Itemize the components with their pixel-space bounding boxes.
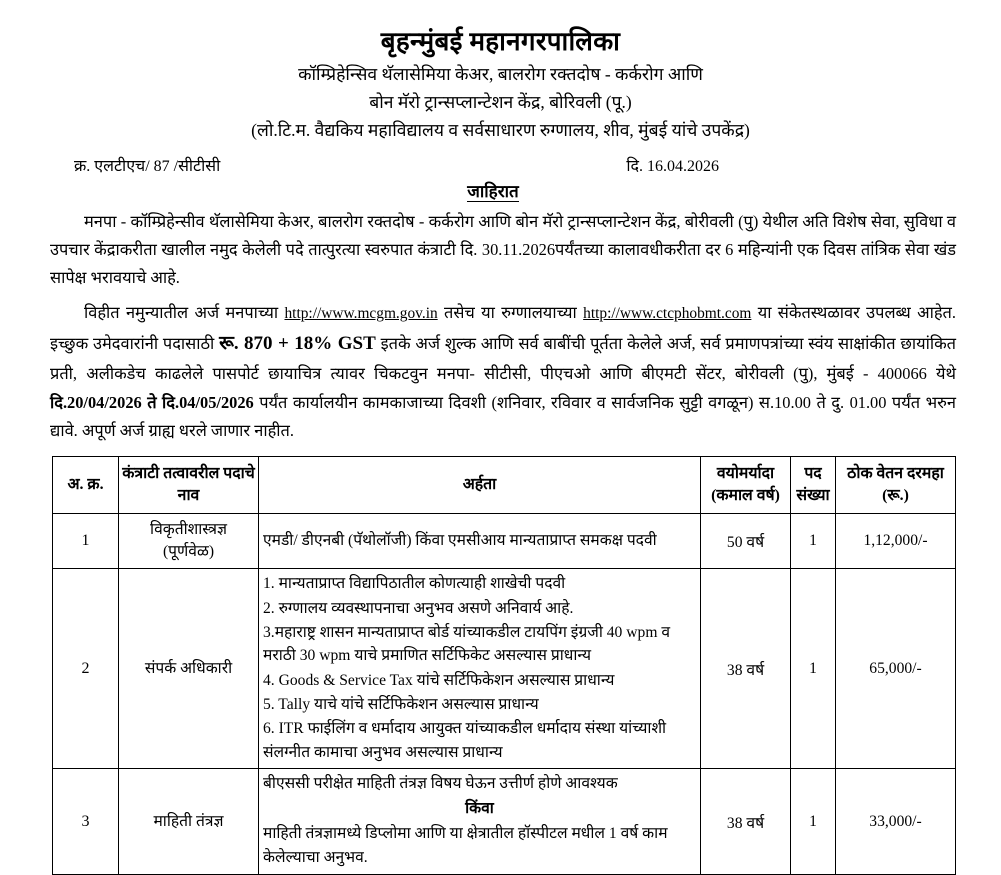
vacancy-table-wrapper [0, 456, 1001, 875]
cell-age-limit: 38 वर्ष [701, 569, 791, 769]
cell-pay: 65,000/- [836, 569, 956, 769]
cell-qualification: एमडी/ डीएनबी (पॅथोलॉजी) किंवा एमसीआय मान्यताप्राप्त समकक्ष पदवी [259, 514, 701, 569]
header-post-count: पद संख्या [791, 457, 836, 514]
qualification-item: 5. Tally याचे यांचे सर्टिफिकेशन असल्यास प्राधान्य [263, 696, 539, 714]
mcgm-website-link[interactable]: http://www.mcgm.gov.in [284, 305, 438, 323]
table-header-row [53, 457, 956, 514]
notice-heading-text: जाहिरात [467, 181, 519, 201]
cell-post-count: 1 [791, 769, 836, 875]
cell-serial: 2 [53, 569, 119, 769]
cell-post-count: 1 [791, 514, 836, 569]
center-subtitle-line-2: बोन मॅरो ट्रान्सप्लान्टेशन केंद्र, बोरिवली (पू.) [369, 92, 632, 113]
cell-age-limit: 38 वर्ष [701, 769, 791, 875]
para2-part-e: पर्यंत कार्यालयीन कामकाजाच्या दिवशी (शनिवार, रविवार व सार्वजनिक सुट्टी वगळून) स.10.00 ते दु. 01.00 पर्यंत भरुन द्यावे. अपूर्ण अर्ज ग्राह्य धरले जाणार नाहीत. [50, 392, 956, 440]
cell-pay: 33,000/- [836, 769, 956, 875]
qualification-line-1: बीएससी परीक्षेत माहिती तंत्रज्ञ विषय घेऊन उत्तीर्ण होणे आवश्यक [263, 775, 618, 793]
center-subtitle-line-1: कॉम्प्रिहेन्सिव थॅलासेमिया केअर, बालरोग रक्तदोष - कर्करोग आणि [298, 63, 703, 84]
cell-serial: 1 [53, 514, 119, 569]
header-age-limit: वयोमर्यादा (कमाल वर्ष) [701, 457, 791, 514]
cell-post-name: संपर्क अधिकारी [119, 569, 259, 769]
qualification-line-2: माहिती तंत्रज्ञामध्ये डिप्लोमा आणि या क्षेत्रातील हॉस्पीटल मधील 1 वर्ष काम केलेल्याचा अनुभव. [263, 824, 668, 866]
qualification-item: 2. रुग्णालय व्यवस्थापनाचा अनुभव असणे अनिवार्य आहे. [263, 599, 574, 617]
document-header [0, 27, 1001, 144]
para2-part-c: या संकेतस्थळावर उपलब्ध आहेत. इच्छुक उमेदवारांनी पदासाठी [50, 303, 956, 353]
header-post-name: कंत्राटी तत्वावरील पदाचे नाव [119, 457, 259, 514]
cell-pay: 1,12,000/- [836, 514, 956, 569]
qualification-item: 3.महाराष्ट्र शासन मान्यताप्राप्त बोर्ड यांच्याकडील टायपिंग इंग्रजी 40 wpm व मराठी 30 wpm याचे प्रमाणित सर्टिफिकेट असल्यास प्राधान्य [263, 623, 671, 665]
cell-post-name: विकृतीशास्त्रज्ञ (पूर्णवेळ) [119, 514, 259, 569]
reference-date: दि. 16.04.2026 [626, 157, 719, 175]
reference-number: क्र. एलटीएच/ 87 /सीटीसी [74, 157, 221, 175]
application-fee: रू. 870 + 18% GST [219, 332, 376, 354]
center-subtitle-line-3: (लो.टि.म. वैद्यकिय महाविद्यालय व सर्वसाधारण रुग्णालय, शीव, मुंबई यांचे उपकेंद्र) [251, 120, 750, 141]
table-row [53, 569, 956, 769]
cell-qualification [259, 569, 701, 769]
para2-part-d: इतके अर्ज शुल्क आणि सर्व बाबींची पूर्तता केलेले अर्ज, सर्व प्रमाणपत्रांच्या स्वंय साक्षांकीत छायांकित प्रती, अलीकडेच काढलेले पासपोर्ट छायाचित्र त्यावर चिकटवुन मनपा- सीटीसी, पीएचओ आणि बीएमटी सेंटर, बोरीवली (पु), मुंबई - 400066 येथे [50, 333, 957, 384]
cell-age-limit: 50 वर्ष [701, 514, 791, 569]
header-qualification: अर्हता [259, 457, 701, 514]
application-date-range: दि.20/04/2026 ते दि.04/05/2026 [50, 392, 254, 412]
qualification-item: 6. ITR फाईलिंग व धर्मादाय आयुक्त यांच्याकडील धर्मादाय संस्था यांच्याशी संलग्नीत कामाचा अनुभव असल्यास प्राधान्य [263, 720, 667, 761]
para2-part-b: तसेच या रुग्णालयाच्या [437, 303, 584, 323]
header-serial: अ. क्र. [53, 457, 119, 514]
ctcphobmt-website-link[interactable]: http://www.ctcphobmt.com [583, 305, 752, 323]
cell-post-count: 1 [791, 569, 836, 769]
vacancy-table [52, 456, 956, 875]
table-row [53, 769, 956, 875]
notice-heading [0, 179, 1001, 202]
cell-post-name: माहिती तंत्रज्ञ [119, 769, 259, 875]
qualification-item: 1. मान्यताप्राप्त विद्यापिठातील कोणत्याही शाखेची पदवी [263, 575, 566, 593]
cell-qualification [259, 769, 701, 875]
paragraph-2 [50, 299, 956, 445]
paragraph-1: मनपा - कॉम्प्रिहेन्सीव थॅलासेमिया केअर, बालरोग रक्तदोष - कर्करोग आणि बोन मॅरो ट्रान्सप्लान्टेशन केंद्र, बोरीवली (पु) येथील अति विशेष सेवा, सुविधा व उपचार केंद्राकरीता खालील नमुद केलेली पदे तात्पुरत्या स्वरुपात कंत्राटी दि. 30.11.2026पर्यंतच्या कालावधीकरीता दर 6 महिन्यांनी एक दिवस तांत्रिक सेवा खंड सापेक्ष भरावयाचे आहे. [50, 211, 956, 288]
reference-row [0, 154, 1001, 176]
table-row [53, 514, 956, 569]
organization-title: बृहन्मुंबई महानगरपालिका [380, 27, 621, 56]
qualification-list [263, 572, 696, 764]
qualification-or-separator: किंवा [465, 800, 494, 818]
qualification-item: 4. Goods & Service Tax यांचे सर्टिफिकेशन असल्यास प्राधान्य [263, 671, 615, 689]
para2-part-a: विहीत नमुन्यातील अर्ज मनपाच्या [84, 303, 285, 323]
header-pay: ठोक वेतन दरमहा (रू.) [836, 457, 956, 514]
document-page [0, 27, 1001, 866]
body-text [0, 208, 1001, 445]
cell-serial: 3 [53, 769, 119, 875]
